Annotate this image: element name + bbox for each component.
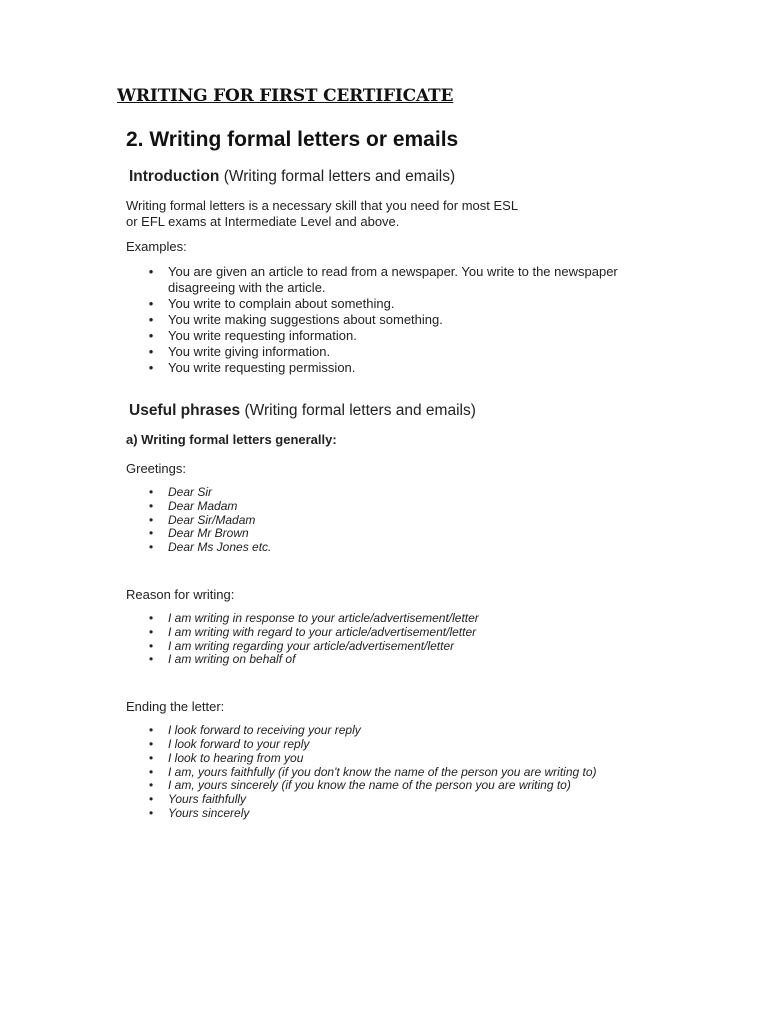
useful-phrases-heading: [129, 402, 686, 420]
list-item-text: Dear Sir/Madam: [168, 512, 256, 527]
list-item-text: Dear Ms Jones etc.: [168, 540, 272, 555]
reasons-list: [126, 612, 686, 667]
list-item: [126, 344, 686, 360]
list-item: [126, 779, 686, 793]
list-item-text: I look forward to your reply: [168, 736, 310, 751]
list-item-text: Yours faithfully: [168, 792, 247, 807]
list-item-text: You write making suggestions about something.: [168, 312, 443, 327]
list-item-text: You write requesting information.: [168, 328, 357, 343]
ending-label: Ending the letter:: [126, 699, 225, 715]
bullet-icon: •: [148, 750, 154, 765]
greetings-list: [126, 486, 686, 555]
bullet-icon: •: [148, 736, 154, 751]
subheading-formal-letters: a) Writing formal letters generally:: [126, 432, 337, 447]
intro-heading-rest: (Writing formal letters and emails): [219, 168, 456, 185]
list-item: [126, 793, 686, 807]
intro-heading-bold: Introduction: [129, 168, 220, 185]
bullet-icon: •: [148, 624, 154, 639]
list-item: [126, 724, 686, 738]
useful-heading-rest: (Writing formal letters and emails): [240, 402, 476, 419]
bullet-icon: •: [148, 328, 154, 343]
list-item-text: You write to complain about something.: [168, 296, 395, 311]
list-item: [126, 328, 686, 344]
reason-label: Reason for writing:: [126, 586, 235, 602]
bullet-icon: •: [148, 610, 154, 625]
list-item-text: I look to hearing from you: [168, 750, 304, 765]
list-item: [126, 640, 686, 654]
examples-list: [126, 264, 686, 376]
list-item-text: I am writing on behalf of: [168, 652, 296, 667]
list-item-text: I look forward to receiving your reply: [168, 723, 361, 738]
list-item: [126, 752, 686, 766]
bullet-icon: •: [148, 723, 154, 738]
bullet-icon: •: [148, 792, 154, 807]
list-item: [126, 612, 686, 626]
bullet-icon: •: [148, 296, 154, 311]
list-item: [126, 360, 686, 376]
bullet-icon: •: [148, 264, 154, 279]
list-item: [126, 738, 686, 752]
bullet-icon: •: [148, 485, 154, 499]
list-item-text: You write giving information.: [168, 344, 331, 359]
bullet-icon: •: [148, 652, 154, 667]
list-item: [126, 312, 686, 328]
bullet-icon: •: [148, 778, 154, 793]
list-item: [126, 527, 686, 541]
bullet-icon: •: [148, 764, 154, 779]
bullet-icon: •: [148, 360, 154, 375]
bullet-icon: •: [148, 526, 154, 541]
list-item-text: Dear Madam: [168, 498, 238, 513]
document-title: WRITING FOR FIRST CERTIFICATE: [117, 86, 454, 106]
list-item-text: I am writing regarding your article/advertisement/letter: [168, 638, 455, 653]
intro-paragraph: Writing formal letters is a necessary skill that you need for most ESL or EFL exams at Intermediate Level and above.: [126, 198, 518, 229]
examples-label: Examples:: [126, 239, 187, 254]
list-item-text: I am, yours sincerely (if you know the name of the person you are writing to): [168, 778, 571, 793]
list-item: [126, 807, 686, 821]
list-item: [126, 264, 686, 296]
list-item-text: You write requesting permission.: [168, 360, 356, 375]
list-item-text: I am writing with regard to your article/advertisement/letter: [168, 624, 477, 639]
embedded-worksheet: [126, 128, 686, 831]
bullet-icon: •: [148, 805, 154, 820]
section-heading: 2. Writing formal letters or emails: [126, 128, 459, 151]
list-item: [126, 626, 686, 640]
bullet-icon: •: [148, 540, 154, 555]
list-item: [126, 500, 686, 514]
intro-heading: [129, 168, 686, 186]
endings-list: [126, 724, 686, 821]
list-item-text: Dear Mr Brown: [168, 526, 249, 541]
useful-heading-bold: Useful phrases: [129, 402, 241, 419]
list-item-text: I am writing in response to your article/advertisement/letter: [168, 610, 479, 625]
list-item: [126, 514, 686, 528]
bullet-icon: •: [148, 498, 154, 513]
list-item-text: You are given an article to read from a newspaper. You write to the newspaper disagreeing with the article.: [168, 264, 618, 295]
list-item: [126, 541, 686, 555]
list-item: [126, 766, 686, 780]
list-item-text: Dear Sir: [168, 485, 213, 499]
bullet-icon: •: [148, 312, 154, 327]
list-item: [126, 296, 686, 312]
bullet-icon: •: [148, 638, 154, 653]
list-item: [126, 653, 686, 667]
list-item-text: Yours sincerely: [168, 805, 250, 820]
greetings-label: Greetings:: [126, 461, 186, 476]
bullet-icon: •: [148, 512, 154, 527]
list-item: [126, 486, 686, 500]
bullet-icon: •: [148, 344, 154, 359]
list-item-text: I am, yours faithfully (if you don't know the name of the person you are writing to): [168, 764, 597, 779]
